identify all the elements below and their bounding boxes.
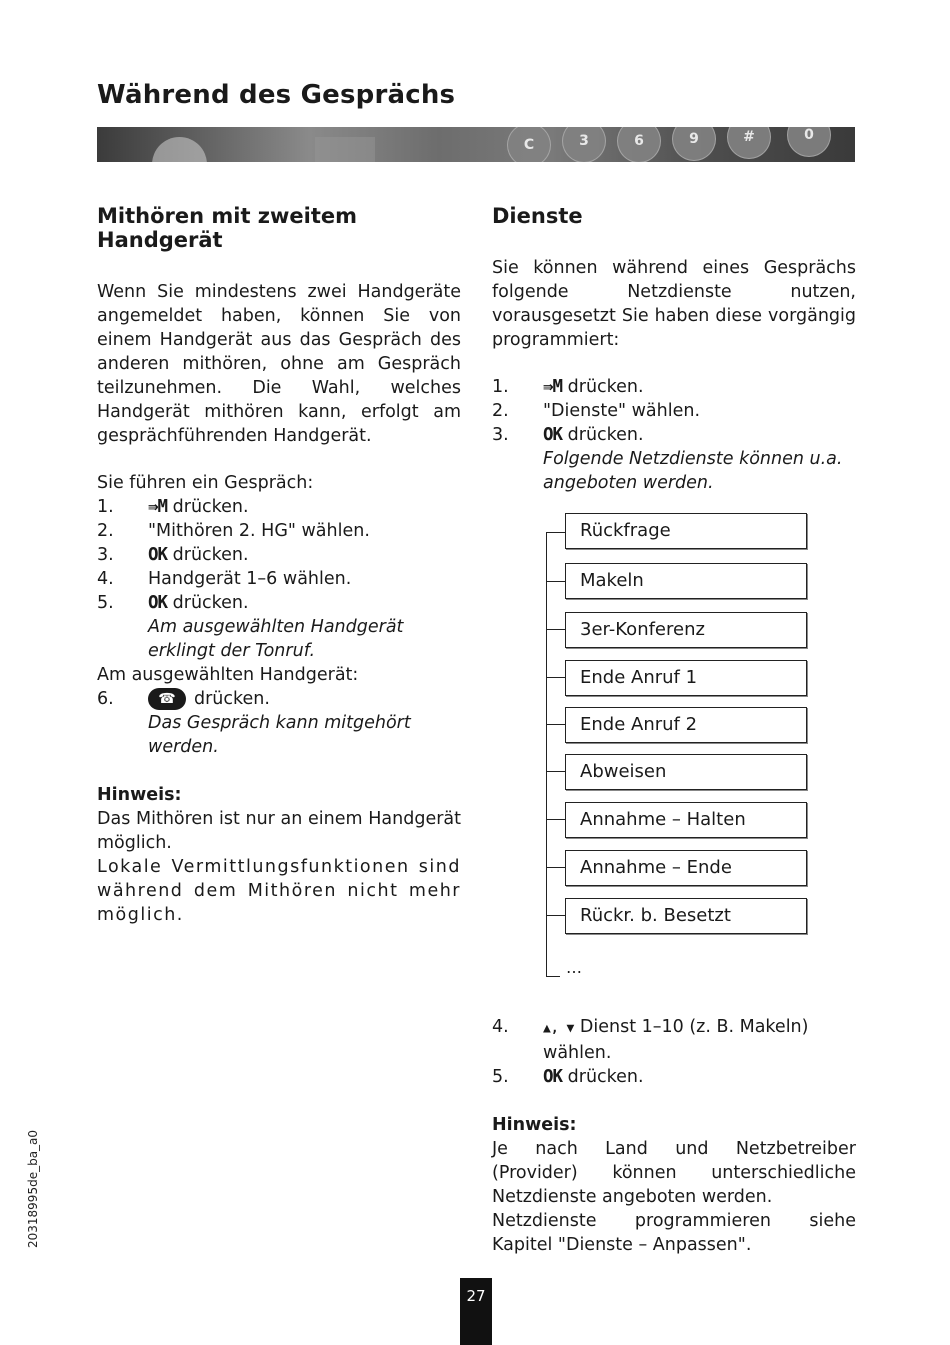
services-intro: Sie können während eines Gesprächs folgende Netzdienste nutzen, vorausgesetzt Sie haben diese vorgängig programmiert: [492, 258, 856, 350]
step-3: 3. OK drücken. [97, 545, 249, 565]
keypad-key-3: 3 [562, 127, 606, 162]
document-code: 20318995de_ba_a0 [26, 1129, 40, 1248]
navigation-arrows-icon: ▲, ▼ [543, 1021, 575, 1036]
menu-more-ellipsis: … [566, 958, 582, 977]
services-step-4: 4. ▲, ▼ Dienst 1–10 (z. B. Makeln) wählen. [492, 1017, 809, 1063]
menu-key-icon: ⇛M [543, 377, 563, 397]
services-step-3-note: Folgende Netzdienste können u.a. angeboten werden. [543, 449, 843, 493]
ok-key-icon: OK [148, 545, 168, 565]
menu-item-annahme-ende: Annahme – Ende [565, 850, 807, 886]
menu-item-ende-anruf-2: Ende Anruf 2 [565, 707, 807, 743]
menu-item-abweisen: Abweisen [565, 754, 807, 790]
services-step-2: 2. "Dienste" wählen. [492, 401, 701, 421]
step-1: 1. ⇛M drücken. [97, 497, 249, 517]
menu-key-icon: ⇛M [148, 497, 168, 517]
hint-title-left: Hinweis: [97, 785, 182, 805]
menu-item-rueckfrage: Rückfrage [565, 513, 807, 549]
step-5-note: Am ausgewählten Handgerät erklingt der Tonruf. [148, 617, 404, 661]
hint-left-line2: Lokale Vermittlungsfunktionen sind während dem Mithören nicht mehr möglich. [97, 857, 461, 925]
hint-right-line2: Netzdienste programmieren siehe Kapitel "Dienste – Anpassen". [492, 1211, 856, 1255]
at-handset-label: Am ausgewählten Handgerät: [97, 665, 359, 685]
keypad-key-9: 9 [672, 127, 716, 161]
step-6: 6. ☎ drücken. [97, 689, 270, 709]
menu-item-ende-anruf-1: Ende Anruf 1 [565, 660, 807, 696]
services-step-5: 5. OK drücken. [492, 1067, 644, 1087]
ok-key-icon: OK [543, 425, 563, 445]
menu-item-konferenz: 3er-Konferenz [565, 612, 807, 648]
talk-key-icon: ☎ [148, 688, 186, 710]
section-heading-services: Dienste [492, 204, 583, 228]
hint-left-line1: Das Mithören ist nur an einem Handgerät möglich. [97, 809, 461, 853]
services-menu-diagram [546, 512, 808, 977]
step-5: 5. OK drücken. [97, 593, 249, 613]
step-6-note: Das Gespräch kann mitgehört werden. [148, 713, 411, 757]
services-step-3: 3. OK drücken. [492, 425, 644, 445]
right-column-lower [492, 1015, 856, 1257]
page-title: Während des Gesprächs [97, 80, 456, 110]
keypad-key-hash: # [727, 127, 771, 159]
services-step-1: 1. ⇛M drücken. [492, 377, 644, 397]
right-column [492, 204, 856, 495]
menu-item-makeln: Makeln [565, 563, 807, 599]
monitoring-lead: Sie führen ein Gespräch: [97, 473, 314, 493]
keypad-key-6: 6 [617, 127, 661, 162]
phone-keypad-banner-image [97, 127, 855, 162]
page-number: 27 [460, 1278, 492, 1345]
keypad-key-0: 0 [787, 127, 831, 157]
menu-tree-line [546, 532, 547, 977]
hint-title-right: Hinweis: [492, 1115, 577, 1135]
hint-right-line1: Je nach Land und Netzbetreiber (Provider) können unterschiedliche Netzdienste angeboten werden. [492, 1139, 856, 1207]
ok-key-icon: OK [543, 1067, 563, 1087]
ok-key-icon: OK [148, 593, 168, 613]
left-column [97, 204, 461, 927]
step-2: 2. "Mithören 2. HG" wählen. [97, 521, 370, 541]
keypad-key-c: C [507, 127, 551, 162]
menu-item-rueckruf-besetzt: Rückr. b. Besetzt [565, 898, 807, 934]
step-4: 4. Handgerät 1–6 wählen. [97, 569, 352, 589]
monitoring-intro: Wenn Sie mindestens zwei Handgeräte angemeldet haben, können Sie von einem Handgerät aus das Gespräch des anderen mithören, ohne am Gespräch teilzunehmen. Die Wahl, welches Handgerät mithören kann, erfolgt am gesprächführenden Handgerät. [97, 282, 461, 446]
menu-item-annahme-halten: Annahme – Halten [565, 802, 807, 838]
section-heading-monitoring: Mithören mit zweitem Handgerät [97, 204, 358, 252]
